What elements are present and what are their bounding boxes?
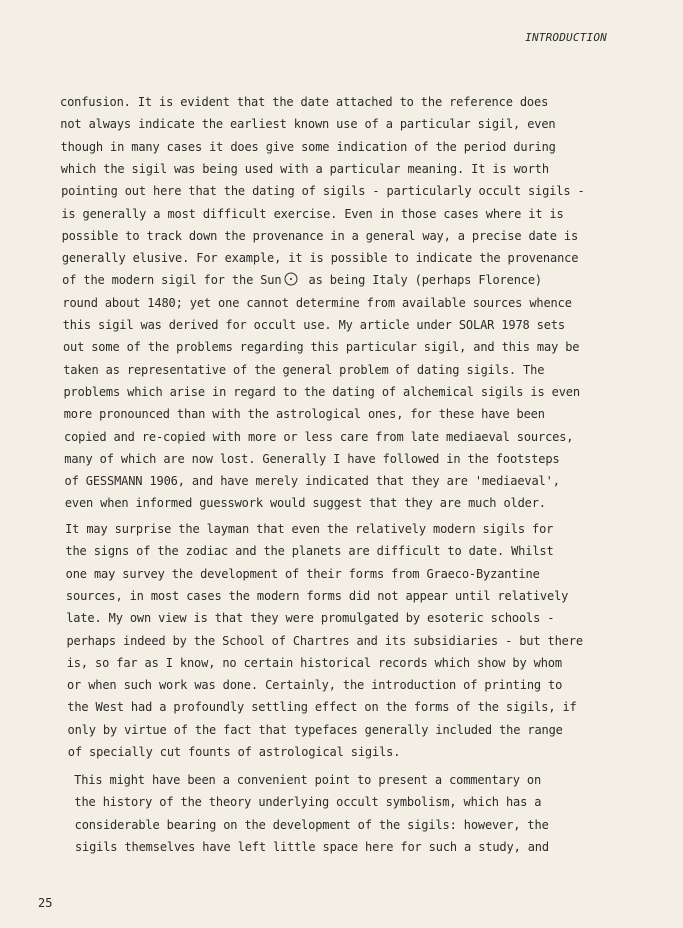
text-line: not always indicate the earliest known use of a particular sigil, even — [60, 117, 556, 132]
text-segment: of the modern sigil for the Sun — [62, 273, 282, 288]
text-line: perhaps indeed by the School of Chartres and its subsidiaries - but there — [66, 633, 583, 648]
running-header: INTRODUCTION — [525, 31, 607, 44]
text-line: taken as representative of the general problem of dating sigils. The — [63, 362, 545, 377]
text-line: considerable bearing on the development of the sigils: however, the — [74, 817, 549, 832]
text-line: It may surprise the layman that even the relatively modern sigils for — [65, 522, 554, 536]
text-line: copied and re-copied with more or less care from late mediaeval sources, — [64, 429, 574, 444]
sun-symbol-icon — [284, 272, 298, 286]
text-line: which the sigil was being used with a particular meaning. It is worth — [60, 161, 549, 176]
text-line: is generally a most difficult exercise. Even in those cases where it is — [61, 206, 564, 221]
text-line: pointing out here that the dating of sigils - particularly occult sigils - — [61, 184, 585, 199]
text-line: confusion. It is evident that the date attached to the reference does — [60, 95, 549, 109]
text-line: sigils themselves have left little space here for such a study, and — [74, 839, 549, 854]
text-line — [62, 272, 542, 288]
text-line: sources, in most cases the modern forms did not appear until relatively — [65, 588, 569, 603]
text-line: this sigil was derived for occult use. My article under SOLAR 1978 sets — [62, 318, 565, 332]
text-line: of GESSMANN 1906, and have merely indicated that they are 'mediaeval', — [64, 474, 560, 489]
text-line: more pronounced than with the astrological ones, for these have been — [63, 407, 545, 422]
text-line: round about 1480; yet one cannot determine from available sources whence — [62, 295, 572, 310]
text-line: problems which arise in regard to the dating of alchemical sigils is even — [63, 384, 580, 399]
text-line: the signs of the zodiac and the planets are difficult to date. Whilst — [65, 544, 554, 559]
text-line: possible to track down the provenance in a general way, a precise date is — [61, 228, 579, 243]
text-line: one may survey the development of their forms from Graeco-Byzantine — [65, 566, 540, 581]
text-line: This might have been a convenient point to present a commentary on — [74, 773, 542, 787]
text-line: many of which are now lost. Generally I have followed in the footsteps — [64, 451, 560, 466]
text-line: out some of the problems regarding this particular sigil, and this may be — [62, 340, 580, 355]
text-line: generally elusive. For example, it is possible to indicate the provenance — [61, 251, 579, 266]
text-line: or when such work was done. Certainly, the introduction of printing to — [66, 678, 563, 693]
text-line: of specially cut founts of astrological sigils. — [67, 745, 401, 759]
text-line: though in many cases it does give some indication of the period during — [60, 139, 556, 154]
text-segment: as being Italy (perhaps Florence) — [301, 273, 543, 288]
text-line: late. My own view is that they were promulgated by esoteric schools - — [66, 611, 555, 626]
page-number: 25 — [38, 896, 53, 910]
text-line: even when informed guesswork would suggest that they are much older. — [64, 496, 546, 511]
text-line: is, so far as I know, no certain historical records which show by whom — [66, 655, 562, 670]
text-line: the West had a profoundly settling effect on the forms of the sigils, if — [67, 700, 577, 715]
text-line: only by virtue of the fact that typefaces generally included the range — [67, 722, 563, 737]
text-line: the history of the theory underlying occult symbolism, which has a — [74, 795, 542, 810]
